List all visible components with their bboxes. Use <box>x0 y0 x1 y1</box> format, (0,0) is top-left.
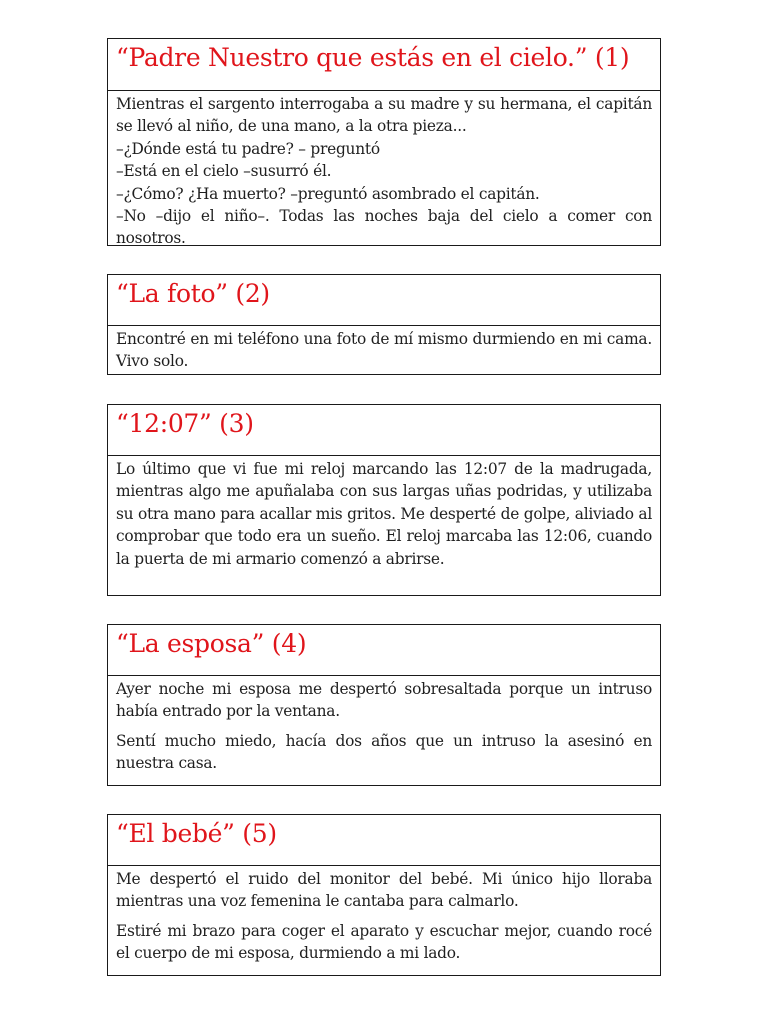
story-paragraph: Ayer noche mi esposa me despertó sobresaltada porque un intruso había entrado por la ventana. <box>116 680 652 721</box>
story-line: –No –dijo el niño–. Todas las noches baja del cielo a comer con nosotros. <box>116 207 652 248</box>
story-title: “La foto” (2) <box>108 275 660 326</box>
story-body <box>108 676 660 777</box>
story-paragraph: Me despertó el ruido del monitor del bebé. Mi único hijo lloraba mientras una voz femenina le cantaba para calmarlo. <box>116 870 652 911</box>
story-title: “Padre Nuestro que estás en el cielo.” (1) <box>108 39 660 91</box>
story-title: “El bebé” (5) <box>108 815 660 866</box>
story-line: –¿Dónde está tu padre? – preguntó <box>116 139 380 158</box>
story-body <box>108 91 660 252</box>
story-card-3 <box>107 404 661 596</box>
story-body <box>108 326 660 375</box>
story-paragraph: Estiré mi brazo para coger el aparato y escuchar mejor, cuando rocé el cuerpo de mi esposa, durmiendo a mi lado. <box>116 921 652 963</box>
story-card-2 <box>107 274 661 375</box>
story-title: “La esposa” (4) <box>108 625 660 676</box>
story-line: –¿Cómo? ¿Ha muerto? –preguntó asombrado el capitán. <box>116 184 540 203</box>
story-paragraph: Lo último que vi fue mi reloj marcando las 12:07 de la madrugada, mientras algo me apuñalaba con sus largas uñas podridas, y utilizaba su otra mano para acallar mis gritos. Me desperté de golpe, aliviado al comprobar que todo era un sueño. El reloj marcaba las 12:06, cuando la puerta de mi armario comenzó a abrirse. <box>116 460 652 568</box>
story-card-5 <box>107 814 661 976</box>
story-card-1 <box>107 38 661 246</box>
story-line: –Está en el cielo –susurró él. <box>116 162 332 181</box>
story-title: “12:07” (3) <box>108 405 660 456</box>
story-card-4 <box>107 624 661 786</box>
story-line: Mientras el sargento interrogaba a su madre y su hermana, el capitán se llevó al niño, de una mano, a la otra pieza... <box>116 95 652 136</box>
story-paragraph: Sentí mucho miedo, hacía dos años que un intruso la asesinó en nuestra casa. <box>116 731 652 773</box>
story-body <box>108 866 660 967</box>
story-paragraph: Encontré en mi teléfono una foto de mí mismo durmiendo en mi cama. Vivo solo. <box>116 330 652 371</box>
story-body <box>108 456 660 572</box>
